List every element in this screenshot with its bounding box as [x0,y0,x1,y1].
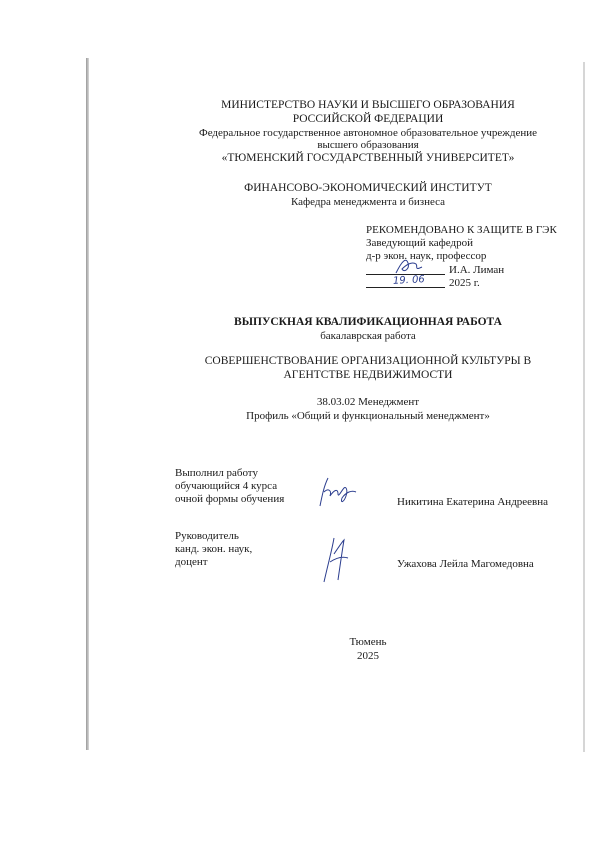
work-profile: Профиль «Общий и функциональный менеджмент» [246,410,490,422]
university-name: «ТЮМЕНСКИЙ ГОСУДАРСТВЕННЫЙ УНИВЕРСИТЕТ» [221,152,515,164]
scan-left-edge [86,58,89,750]
author-label-3: очной формы обучения [175,493,285,505]
ministry-line-1: МИНИСТЕРСТВО НАУКИ И ВЫСШЕГО ОБРАЗОВАНИЯ [221,99,515,111]
approval-degree: д-р экон. наук, профессор [366,250,487,262]
work-title-line-1: СОВЕРШЕНСТВОВАНИЕ ОРГАНИЗАЦИОННОЙ КУЛЬТУРЫ В [204,355,532,367]
work-title-line-2: АГЕНТСТВЕ НЕДВИЖИМОСТИ [283,369,453,381]
work-type: ВЫПУСКНАЯ КВАЛИФИКАЦИОННАЯ РАБОТА [234,316,502,328]
institute-name: ФИНАНСОВО-ЭКОНОМИЧЕСКИЙ ИНСТИТУТ [244,182,492,194]
approval-year: 2025 г. [449,277,480,289]
head-name: И.А. Лиман [449,264,505,276]
handwritten-date: 19. 06 [392,274,426,287]
department-name: Кафедра менеджмента и бизнеса [290,196,446,208]
author-signature-image [318,476,358,510]
ministry-line-2: РОССИЙСКОЙ ФЕДЕРАЦИИ [292,113,444,125]
date-line [366,287,445,288]
footer-year: 2025 [357,650,379,662]
author-label-1: Выполнил работу [175,467,258,479]
supervisor-label-2: канд. экон. наук, [175,543,253,555]
author-name: Никитина Екатерина Андреевна [397,496,549,508]
author-label-2: обучающийся 4 курса [175,480,278,492]
institution-line-2: высшего образования [317,139,419,150]
supervisor-signature-image [320,536,352,586]
supervisor-name: Ужахова Лейла Магомедовна [397,558,534,570]
supervisor-label-1: Руководитель [175,530,239,542]
work-specialty: 38.03.02 Менеджмент [316,396,420,408]
approval-heading: РЕКОМЕНДОВАНО К ЗАЩИТЕ В ГЭК [366,224,557,236]
supervisor-label-3: доцент [175,556,208,568]
approval-role: Заведующий кафедрой [366,237,473,249]
institution-line-1: Федеральное государственное автономное образовательное учреждение [199,127,537,139]
work-subtype: бакалаврская работа [320,330,416,342]
footer-city: Тюмень [349,636,387,648]
